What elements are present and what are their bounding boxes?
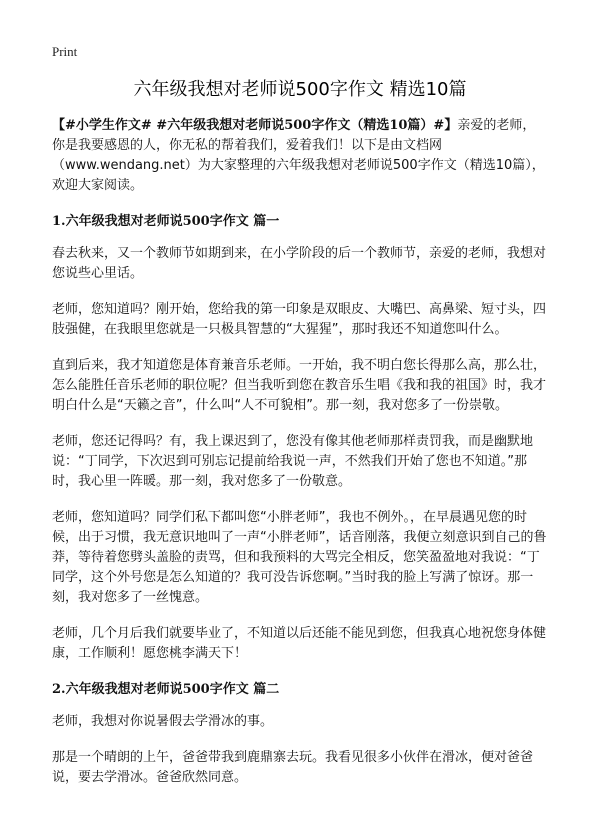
intro-tag: 【#小学生作文# #六年级我想对老师说500字作文（精选10篇）#】	[52, 118, 458, 133]
section-heading: 1.六年级我想对老师说500字作文 篇一	[52, 214, 280, 229]
paragraph: 老师，您还记得吗？有，我上课迟到了，您没有像其他老师那样责罚我，而是幽默地说：“丁同学，下次迟到可别忘记提前给我说一声，不然我们开始了您也不知道。”那时，我心里一阵暖。那一刻，我对您多了一份敬意。	[52, 434, 534, 489]
section-2	[52, 680, 548, 788]
document-page	[52, 78, 548, 804]
section-heading: 2.六年级我想对老师说500字作文 篇二	[52, 682, 280, 697]
paragraph: 老师，您知道吗？刚开始，您给我的第一印象是双眼皮、大嘴巴、高鼻梁、短寸头，四肢强健，在我眼里您就是一只极具智慧的“大猩猩”，那时我还不知道您叫什么。	[52, 302, 547, 337]
paragraph: 那是一个晴朗的上午，爸爸带我到鹿鼎寨去玩。我看见很多小伙伴在滑冰，便对爸爸说，要去学滑冰。爸爸欣然同意。	[52, 750, 534, 785]
paragraph: 直到后来，我才知道您是体育兼音乐老师。一开始，我不明白您长得那么高，那么壮，怎么能胜任音乐老师的职位呢？但当我听到您在教音乐生唱《我和我的祖国》时，我才明白什么是“天籁之音”，什么叫“人不可貌相”。那一刻，我对您多了一份崇敬。	[52, 358, 547, 413]
paragraph: 老师，您知道吗？同学们私下都叫您“小胖老师”，我也不例外。，在早晨遇见您的时候，出于习惯，我无意识地叫了一声“小胖老师”，话音刚落，我便立刻意识到自己的鲁莽，等待着您劈头盖脸的责骂，但和我预料的大骂完全相反，您笑盈盈地对我说：“丁同学，这个外号您是怎么知道的？我可没告诉您啊。”当时我的脸上写满了惊讶。那一刻，我对您多了一丝愧意。	[52, 510, 547, 605]
paragraph: 春去秋来，又一个教师节如期到来，在小学阶段的后一个教师节，亲爱的老师，我想对您说些心里话。	[52, 246, 547, 281]
print-link[interactable]: Print	[52, 44, 78, 59]
paragraph: 老师，几个月后我们就要毕业了，不知道以后还能不能见到您，但我真心地祝您身体健康，工作顺利！愿您桃李满天下！	[52, 626, 547, 661]
section-1	[52, 212, 548, 664]
paragraph: 老师，我想对你说暑假去学滑冰的事。	[52, 714, 274, 729]
page-title: 六年级我想对老师说500字作文 精选10篇	[133, 79, 467, 100]
intro-text: 亲爱的老师，你是我要感恩的人，你无私的帮着我们，爱着我们！以下是由文档网（www.wendang.net）为大家整理的六年级我想对老师说500字作文（精选10篇），欢迎大家阅读。	[52, 118, 545, 193]
intro-paragraph	[52, 116, 548, 196]
